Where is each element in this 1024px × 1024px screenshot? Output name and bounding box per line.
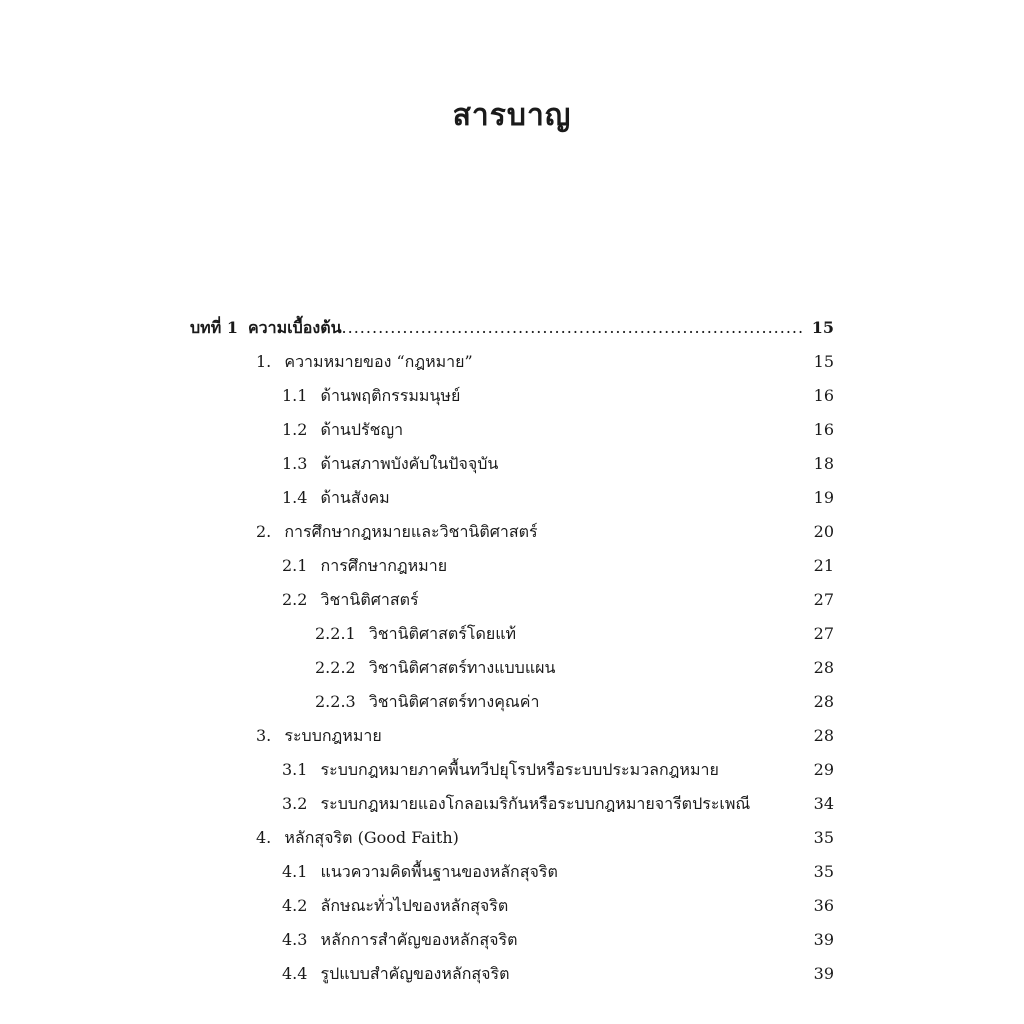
entry-title: ด้านปรัชญา xyxy=(320,420,404,439)
entry-title: รูปแบบสำคัญของหลักสุจริต xyxy=(320,964,510,983)
toc-entry xyxy=(256,723,382,749)
entry-number: 2.2.3 xyxy=(315,692,356,711)
entry-number: 3. xyxy=(256,726,272,745)
entry-number: 3.2 xyxy=(282,794,308,813)
toc-entry xyxy=(282,859,558,885)
entry-number: 1.2 xyxy=(282,420,308,439)
toc-entry xyxy=(282,485,390,511)
chapter-title: ความเบื้องต้น xyxy=(247,318,342,337)
toc-entry xyxy=(256,519,538,545)
entry-page-number: 18 xyxy=(813,454,834,473)
toc-entry xyxy=(282,383,460,409)
entry-page-number: 20 xyxy=(813,522,834,541)
toc-chapter-entry xyxy=(190,315,802,341)
toc-entry xyxy=(282,893,508,919)
entry-title: ระบบกฎหมายแองโกลอเมริกันหรือระบบกฎหมายจารีตประเพณี xyxy=(320,794,751,813)
chapter-page-number: 15 xyxy=(811,318,834,337)
toc-entry xyxy=(282,961,510,987)
toc-entry xyxy=(315,689,539,715)
entry-title: การศึกษากฎหมายและวิชานิติศาสตร์ xyxy=(284,522,538,541)
entry-page-number: 28 xyxy=(813,692,834,711)
entry-page-number: 15 xyxy=(813,352,834,371)
entry-page-number: 39 xyxy=(813,964,834,983)
entry-title: ระบบกฎหมาย xyxy=(284,726,382,745)
entry-page-number: 28 xyxy=(813,726,834,745)
entry-page-number: 35 xyxy=(813,862,834,881)
toc-entry xyxy=(315,621,516,647)
entry-number: 4. xyxy=(256,828,272,847)
entry-page-number: 27 xyxy=(813,590,834,609)
entry-number: 2.2.1 xyxy=(315,624,356,643)
toc-entry xyxy=(282,587,419,613)
entry-page-number: 27 xyxy=(813,624,834,643)
entry-title: วิชานิติศาสตร์ทางคุณค่า xyxy=(368,692,540,711)
entry-page-number: 36 xyxy=(813,896,834,915)
entry-number: 4.2 xyxy=(282,896,308,915)
dot-leader xyxy=(342,315,802,341)
entry-number: 3.1 xyxy=(282,760,308,779)
entry-number: 4.3 xyxy=(282,930,308,949)
toc-entry xyxy=(282,451,498,477)
entry-number: 4.1 xyxy=(282,862,308,881)
entry-title: วิชานิติศาสตร์ xyxy=(320,590,419,609)
entry-page-number: 16 xyxy=(813,386,834,405)
entry-number: 2. xyxy=(256,522,272,541)
entry-number: 2.1 xyxy=(282,556,308,575)
entry-page-number: 35 xyxy=(813,828,834,847)
entry-title: หลักสุจริต (Good Faith) xyxy=(284,828,459,847)
entry-number: 1.1 xyxy=(282,386,308,405)
entry-title: ระบบกฎหมายภาคพื้นทวีปยุโรปหรือระบบประมวลกฎหมาย xyxy=(320,760,719,779)
entry-title: ด้านสังคม xyxy=(320,488,390,507)
entry-title: แนวความคิดพื้นฐานของหลักสุจริต xyxy=(320,862,558,881)
toc-entry xyxy=(256,825,459,851)
entry-title: การศึกษากฎหมาย xyxy=(320,556,448,575)
toc-entry xyxy=(282,791,750,817)
entry-title: ด้านพฤติกรรมมนุษย์ xyxy=(320,386,461,405)
entry-page-number: 34 xyxy=(813,794,834,813)
entry-number: 1.4 xyxy=(282,488,308,507)
entry-page-number: 29 xyxy=(813,760,834,779)
entry-number: 2.2 xyxy=(282,590,308,609)
entry-title: ความหมายของ “กฎหมาย” xyxy=(284,352,473,371)
entry-title: ด้านสภาพบังคับในปัจจุบัน xyxy=(320,454,499,473)
entry-number: 2.2.2 xyxy=(315,658,356,677)
toc-entry xyxy=(256,349,473,375)
entry-number: 1. xyxy=(256,352,272,371)
toc-entry xyxy=(315,655,555,681)
entry-number: 4.4 xyxy=(282,964,308,983)
page-title: สารบาญ xyxy=(452,98,572,133)
toc-entry xyxy=(282,553,447,579)
entry-title: ลักษณะทั่วไปของหลักสุจริต xyxy=(320,896,509,915)
toc-entry xyxy=(282,927,517,953)
entry-page-number: 39 xyxy=(813,930,834,949)
entry-title: วิชานิติศาสตร์ทางแบบแผน xyxy=(368,658,556,677)
entry-title: หลักการสำคัญของหลักสุจริต xyxy=(320,930,518,949)
entry-page-number: 21 xyxy=(813,556,834,575)
entry-page-number: 16 xyxy=(813,420,834,439)
entry-page-number: 28 xyxy=(813,658,834,677)
entry-number: 1.3 xyxy=(282,454,308,473)
toc-entry xyxy=(282,417,403,443)
entry-page-number: 19 xyxy=(813,488,834,507)
chapter-label: บทที่ 1 xyxy=(190,318,238,337)
toc-entry xyxy=(282,757,719,783)
entry-title: วิชานิติศาสตร์โดยแท้ xyxy=(368,624,517,643)
